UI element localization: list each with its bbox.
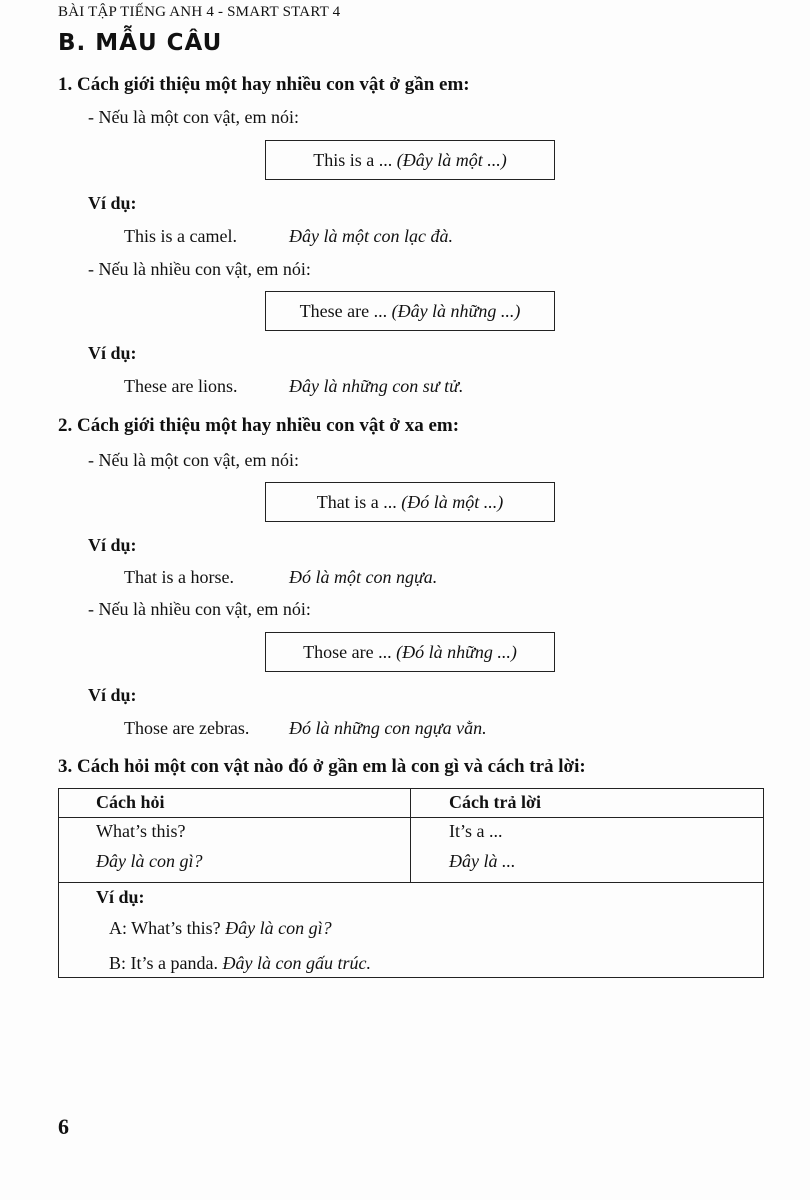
s2-bullet-plural: - Nếu là nhiều con vật, em nói:: [88, 599, 311, 619]
s3-example-label: Ví dụ:: [96, 887, 145, 907]
s1-example-vi-2: Đây là những con sư tử.: [289, 376, 464, 396]
s1-bullet-plural: - Nếu là nhiều con vật, em nói:: [88, 259, 311, 279]
s1-pattern-box-single: [265, 140, 555, 180]
s2-title: 2. Cách giới thiệu một hay nhiều con vật ở xa em:: [58, 415, 460, 436]
page-number: 6: [58, 1114, 69, 1139]
col-header-question: Cách hỏi: [96, 792, 165, 812]
s1-example-label-1: Ví dụ:: [88, 193, 137, 213]
s2-example-vi-1: Đó là một con ngựa.: [289, 567, 438, 587]
s3-title: 3. Cách hỏi một con vật nào đó ở gần em là con gì và cách trả lời:: [58, 756, 586, 777]
s1-example-vi-1: Đây là một con lạc đà.: [289, 226, 453, 246]
s2-example-label-1: Ví dụ:: [88, 535, 137, 555]
example-a-vi: Đây là con gì?: [225, 918, 332, 938]
s2-example-en-2: Those are zebras.: [124, 718, 250, 738]
example-b-en: B: It’s a panda.: [109, 953, 218, 973]
book-header: BÀI TẬP TIẾNG ANH 4 - SMART START 4: [58, 4, 341, 20]
s1-example-label-2: Ví dụ:: [88, 343, 137, 363]
question-en: What’s this?: [96, 821, 186, 841]
s2-example-label-2: Ví dụ:: [88, 685, 137, 705]
s1-pattern-box-plural: [265, 291, 555, 331]
s2-example-vi-2: Đó là những con ngựa vằn.: [289, 718, 487, 738]
s1-title: 1. Cách giới thiệu một hay nhiều con vật ở gần em:: [58, 74, 470, 95]
example-line-b: [109, 953, 371, 974]
table-column-divider: [410, 789, 411, 882]
section-title: B. MẪU CÂU: [58, 30, 223, 56]
example-a-en: A: What’s this?: [109, 918, 221, 938]
s1-bullet-single: - Nếu là một con vật, em nói:: [88, 107, 299, 127]
s2-example-en-1: That is a horse.: [124, 567, 234, 587]
s1-example-en-1: This is a camel.: [124, 226, 237, 246]
table-divider: [59, 817, 763, 818]
answer-vi: Đây là ...: [449, 851, 516, 871]
table-divider: [59, 882, 763, 883]
pattern-en: This is a ...: [313, 149, 393, 170]
pattern-vi: (Đó là một ...): [401, 491, 504, 512]
pattern-en: Those are ...: [303, 641, 392, 662]
answer-en: It’s a ...: [449, 821, 503, 841]
pattern-en: That is a ...: [316, 491, 397, 512]
s2-pattern-box-single: [265, 482, 555, 522]
s2-pattern-box-plural: [265, 632, 555, 672]
col-header-answer: Cách trả lời: [449, 792, 541, 812]
pattern-en: These are ...: [299, 300, 388, 321]
example-b-vi: Đây là con gấu trúc.: [222, 953, 371, 973]
pattern-vi: (Đây là những ...): [391, 300, 521, 321]
s2-bullet-single: - Nếu là một con vật, em nói:: [88, 450, 299, 470]
question-answer-table: [58, 788, 764, 978]
example-line-a: [109, 918, 332, 939]
pattern-vi: (Đây là một ...): [396, 149, 507, 170]
pattern-vi: (Đó là những ...): [396, 641, 517, 662]
s1-example-en-2: These are lions.: [124, 376, 238, 396]
question-vi: Đây là con gì?: [96, 851, 203, 871]
